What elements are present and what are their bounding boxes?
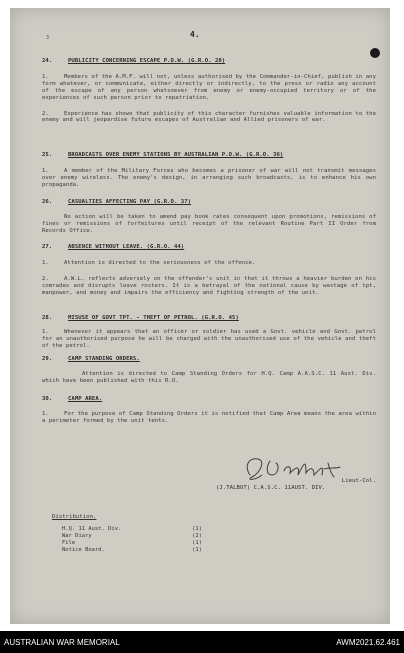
section-number: 26. [42, 199, 53, 205]
signature-rank: Lieut-Col. [341, 478, 376, 484]
section-26 [42, 199, 376, 235]
list-item: H.Q. 11 Aust. Div. (1) [62, 526, 202, 532]
list-item: Notice Board. (1) [62, 547, 202, 553]
section-number: 29. [42, 356, 53, 362]
section-heading: CAMP AREA. [68, 396, 103, 402]
distribution-list [62, 526, 202, 554]
paragraph: 1. A member of the Military Forces who becomes a prisoner of war will not transmit messages over enemy wireless. The enemy's design, in arranging such broadcasts, is to enhance his own propaganda. [42, 167, 376, 188]
paragraph: No action will be taken to amend pay book rates consequent upon promotions, remissions of fines or remissions of forfeitures until receipt of the relevant Routine Part II Order from Records Office. [42, 213, 376, 234]
paragraph: 1. Whenever it appears that an officer or soldier has used a Govt. vehicle and Govt. petrol for an unauthorised purpose he will be charged with the unauthorised use of the vehicle and theft of the petrol. [42, 328, 376, 349]
signature-name: (J.TALBOT) C.A.S.C. 11AUST. DIV. [216, 485, 326, 491]
section-number: 25. [42, 152, 53, 158]
section-number: 27. [42, 244, 53, 250]
distribution-title: Distribution. [52, 514, 97, 520]
document-body [10, 8, 390, 624]
footer-accession-number: AWM2021.62.461 [336, 638, 400, 647]
section-heading: BROADCASTS OVER ENEMY STATIONS BY AUSTRALIAN P.O.W. (G.R.O. 36) [68, 152, 284, 158]
footer-institution: AUSTRALIAN WAR MEMORIAL [4, 638, 120, 647]
section-heading: CAMP STANDING ORDERS. [68, 356, 140, 362]
archive-footer [0, 631, 404, 653]
section-heading: PUBLICITY CONCERNING ESCAPE P.O.W. (G.R.O. 28) [68, 58, 226, 64]
paragraph: Attention is directed to Camp Standing Orders for H.Q. Camp A.A.S.C. 11 Aust. Div. which have been published with this R.O. [42, 370, 376, 384]
paragraph: 2. Experience has shown that publicity of this character furnishes valuable information to the enemy and will jeopardise future escapes of Australian and Allied prisoners of war. [42, 110, 376, 124]
section-30 [42, 396, 376, 425]
list-item: War Diary (2) [62, 533, 202, 539]
signature-block [216, 478, 376, 492]
section-number: 28. [42, 315, 53, 321]
paragraph: 1. Attention is directed to the seriousness of the offence. [42, 259, 256, 266]
page-number: 4. [190, 30, 200, 39]
section-29 [42, 356, 376, 385]
document-sheet [10, 8, 390, 624]
paragraph: 2. A.W.L. reflects adversely on the offender's unit in that it throws a heavier burden on his comrades and disrupts leave rosters. It is a betrayal of the national cause by wastage of tpt, manpower, and money and impairs the efficiency and fighting strength of the unit. [42, 275, 376, 296]
list-item: File (1) [62, 540, 202, 546]
section-24 [42, 58, 376, 124]
corner-mark: 3 [46, 35, 50, 41]
section-25 [42, 152, 376, 189]
section-28 [42, 315, 376, 350]
section-heading: MISUSE OF GOVT TPT. - THEFT OF PETROL. (G.R.O. 45) [68, 315, 239, 321]
section-heading: ABSENCE WITHOUT LEAVE. (G.R.O. 44) [68, 244, 185, 250]
paragraph: 1. Members of the A.M.F. will not, unless authorised by the Commander-in-Chief, publish in any form whatever, or communicate, either directly or indirectly, to the press or radio any account of the escape of any person whatsoever from enemy or enemy-occupied territory or of the experiences of such person prior to repatriation. [42, 73, 376, 101]
section-heading: CASUALTIES AFFECTING PAY (G.R.O. 37) [68, 199, 192, 205]
paragraph: 1. For the purpose of Camp Standing Orders it is notified that Camp Area means the area within a perimeter formed by the unit tents. [42, 410, 376, 424]
section-27 [42, 244, 376, 297]
section-number: 24. [42, 58, 53, 64]
section-number: 30. [42, 396, 53, 402]
